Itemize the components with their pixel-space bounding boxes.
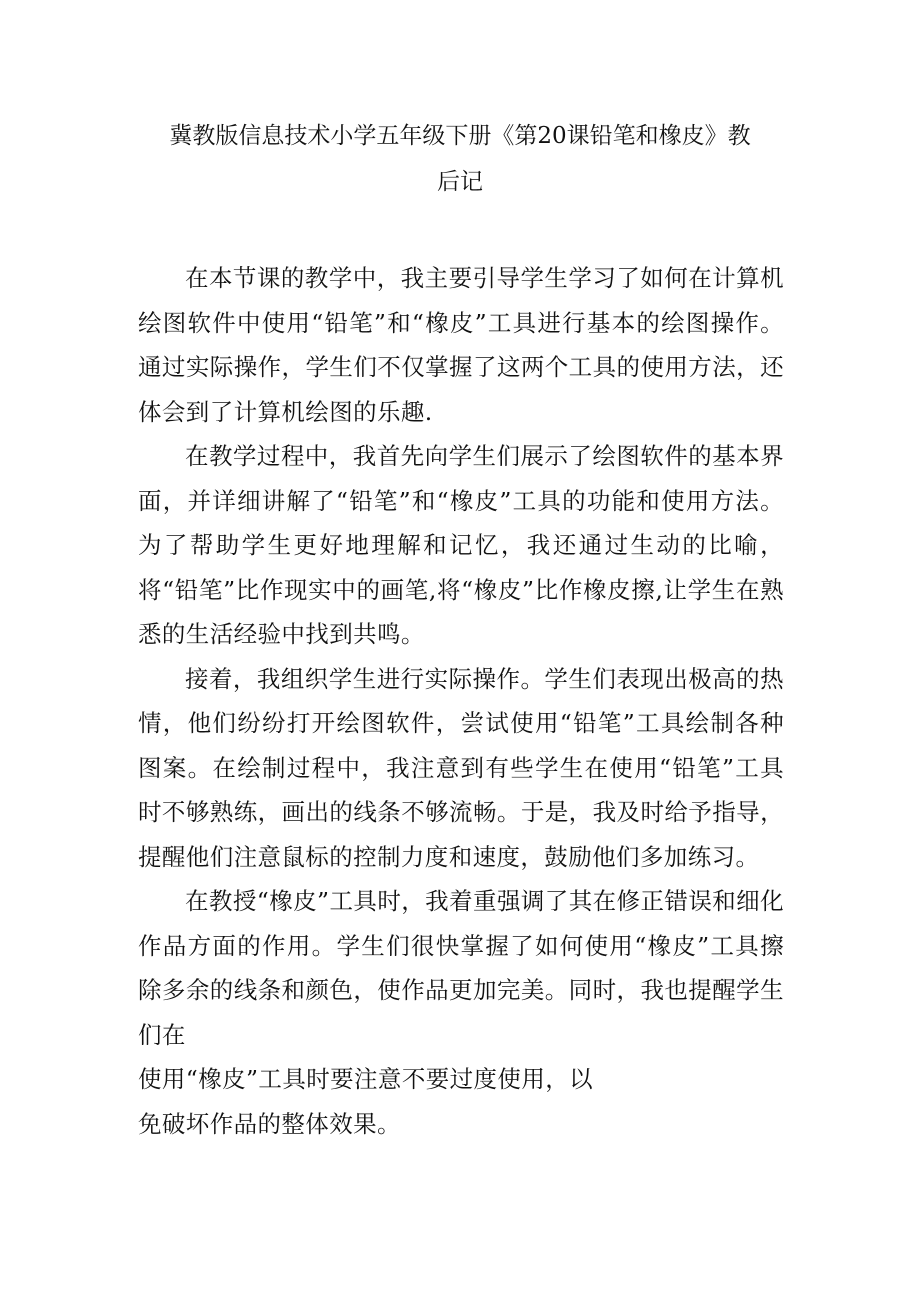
document-body xyxy=(138,256,784,1146)
trailing-line-1: 使用“橡皮”工具时要注意不要过度使用，以 xyxy=(138,1065,594,1093)
document-title xyxy=(120,113,800,205)
paragraph-4-continuation xyxy=(138,1057,784,1146)
paragraph-2: 在教学过程中，我首先向学生们展示了绘图软件的基本界面，并详细讲解了“铅笔”和“橡皮”工具的功能和使用方法。为了帮助学生更好地理解和记忆，我还通过生动的比喻，将“铅笔”比作现实中的画笔,将“橡皮”比作橡皮擦,让学生在熟悉的生活经验中找到共鸣。 xyxy=(138,442,784,648)
paragraph-3: 接着，我组织学生进行实际操作。学生们表现出极高的热情，他们纷纷打开绘图软件，尝试使用“铅笔”工具绘制各种图案。在绘制过程中，我注意到有些学生在使用“铅笔”工具时不够熟练，画出的线条不够流畅。于是，我及时给予指导，提醒他们注意鼠标的控制力度和速度，鼓励他们多加练习。 xyxy=(138,664,784,871)
trailing-line-2: 免破坏作品的整体效果。 xyxy=(138,1109,401,1138)
title-line-2: 后记 xyxy=(437,169,483,195)
paragraph-4: 在教授“橡皮”工具时，我着重强调了其在修正错误和细化作品方面的作用。学生们很快掌握了如何使用“橡皮”工具擦除多余的线条和颜色，使作品更加完美。同时，我也提醒学生们在 xyxy=(138,887,784,1049)
paragraph-1: 在本节课的教学中，我主要引导学生学习了如何在计算机绘图软件中使用“铅笔”和“橡皮”工具进行基本的绘图操作。通过实际操作，学生们不仅掌握了这两个工具的使用方法，还体会到了计算机绘图的乐趣. xyxy=(138,264,784,426)
title-line-1: 冀教版信息技术小学五年级下册《第20课铅笔和橡皮》教 xyxy=(169,123,751,149)
